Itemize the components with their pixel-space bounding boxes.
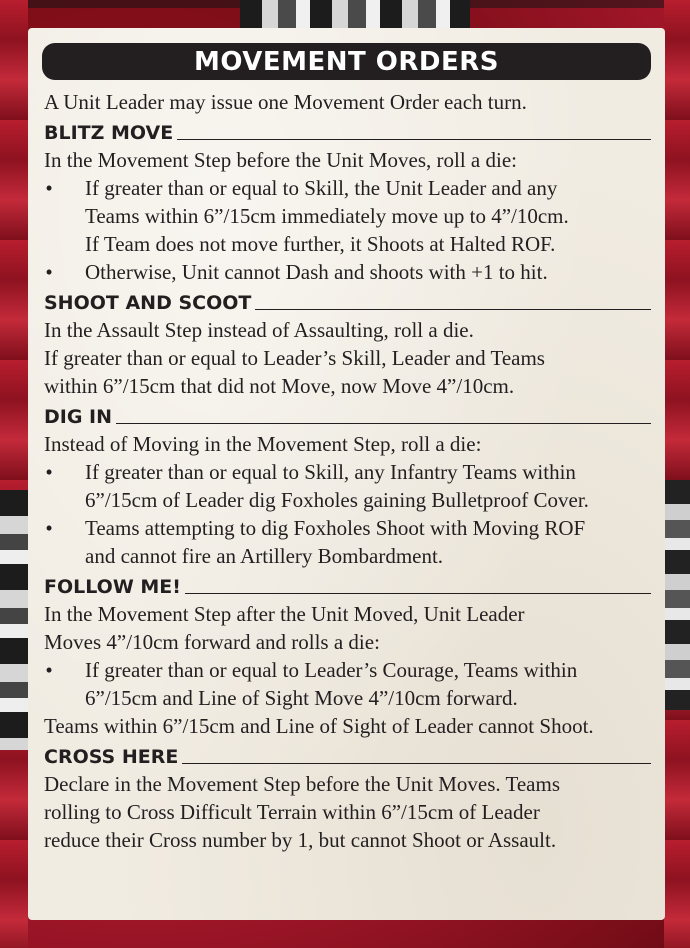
- section-text-line: In the Movement Step after the Unit Moved, Unit Leader: [44, 602, 525, 626]
- card-title: MOVEMENT ORDERS: [42, 43, 651, 80]
- order-section: [42, 744, 651, 854]
- bullet-list: [42, 458, 651, 570]
- bullet-text: 6”/15cm and Line of Sight Move 4”/10cm forward.: [85, 686, 518, 710]
- section-text-line: If greater than or equal to Leader’s Skill, Leader and Teams: [44, 346, 545, 370]
- bullet-text: and cannot fire an Artillery Bombardment.: [85, 544, 444, 568]
- order-section: [42, 404, 651, 570]
- section-title: SHOOT AND SCOOT: [44, 292, 252, 314]
- section-text-line: In the Movement Step before the Unit Moves, roll a die:: [44, 148, 517, 172]
- section-divider: [116, 423, 651, 424]
- bullet-dot-icon: •: [45, 176, 53, 200]
- section-header: [42, 744, 651, 770]
- section-divider: [255, 309, 651, 310]
- section-divider: [177, 139, 651, 140]
- section-header: [42, 404, 651, 430]
- section-header: [42, 574, 651, 600]
- order-section: [42, 290, 651, 400]
- section-divider: [182, 763, 651, 764]
- order-section: [42, 120, 651, 286]
- order-section: [42, 574, 651, 740]
- bullet-list: [42, 174, 651, 286]
- bullet-continuation-line: [42, 684, 651, 712]
- bullet-text: Teams attempting to dig Foxholes Shoot with Moving ROF: [85, 516, 586, 540]
- bullet-dot-icon: •: [45, 658, 53, 682]
- bullet-text: Otherwise, Unit cannot Dash and shoots with +1 to hit.: [85, 260, 548, 284]
- section-text-line: Instead of Moving in the Movement Step, roll a die:: [44, 432, 482, 456]
- right-border: [664, 0, 690, 948]
- section-text-line: Moves 4”/10cm forward and rolls a die:: [44, 630, 380, 654]
- bullet-dot-icon: •: [45, 260, 53, 284]
- bullet-text: If greater than or equal to Skill, the Unit Leader and any: [85, 176, 558, 200]
- bullet-text: If greater than or equal to Leader’s Courage, Teams within: [85, 658, 578, 682]
- left-border: [0, 0, 28, 948]
- section-text-line: Teams within 6”/15cm and Line of Sight of Leader cannot Shoot.: [44, 714, 594, 738]
- left-stripe-pattern: [0, 490, 28, 750]
- bullet-item: [42, 258, 651, 286]
- bullet-continuation-line: [42, 230, 651, 258]
- section-divider: [185, 593, 651, 594]
- bullet-continuation-line: [42, 486, 651, 514]
- bullet-continuation-line: [42, 542, 651, 570]
- section-title: BLITZ MOVE: [44, 122, 174, 144]
- bullet-item: [42, 174, 651, 202]
- section-text-line: rolling to Cross Difficult Terrain within 6”/15cm of Leader: [44, 800, 540, 824]
- section-header: [42, 120, 651, 146]
- right-stripe-pattern: [664, 480, 690, 710]
- bullet-continuation-line: [42, 202, 651, 230]
- section-title: FOLLOW ME!: [44, 576, 181, 598]
- bullet-list: [42, 656, 651, 712]
- section-text-line: reduce their Cross number by 1, but cannot Shoot or Assault.: [44, 828, 557, 852]
- section-title: DIG IN: [44, 406, 113, 428]
- bullet-text: If greater than or equal to Skill, any Infantry Teams within: [85, 460, 576, 484]
- section-header: [42, 290, 651, 316]
- section-text-line: within 6”/15cm that did not Move, now Move 4”/10cm.: [44, 374, 515, 398]
- orders-card: [28, 28, 665, 920]
- bullet-text: Teams within 6”/15cm immediately move up to 4”/10cm.: [85, 204, 569, 228]
- card-intro: A Unit Leader may issue one Movement Order each turn.: [44, 90, 527, 114]
- section-text-line: In the Assault Step instead of Assaulting, roll a die.: [44, 318, 474, 342]
- bullet-text: 6”/15cm of Leader dig Foxholes gaining Bulletproof Cover.: [85, 488, 589, 512]
- bullet-text: If Team does not move further, it Shoots at Halted ROF.: [85, 232, 556, 256]
- bullet-item: [42, 656, 651, 684]
- bullet-item: [42, 458, 651, 486]
- section-text-line: Declare in the Movement Step before the Unit Moves. Teams: [44, 772, 560, 796]
- bullet-dot-icon: •: [45, 460, 53, 484]
- bullet-dot-icon: •: [45, 516, 53, 540]
- bullet-item: [42, 514, 651, 542]
- top-stripe-pattern: [240, 0, 470, 28]
- section-title: CROSS HERE: [44, 746, 179, 768]
- sections-container: [42, 120, 651, 854]
